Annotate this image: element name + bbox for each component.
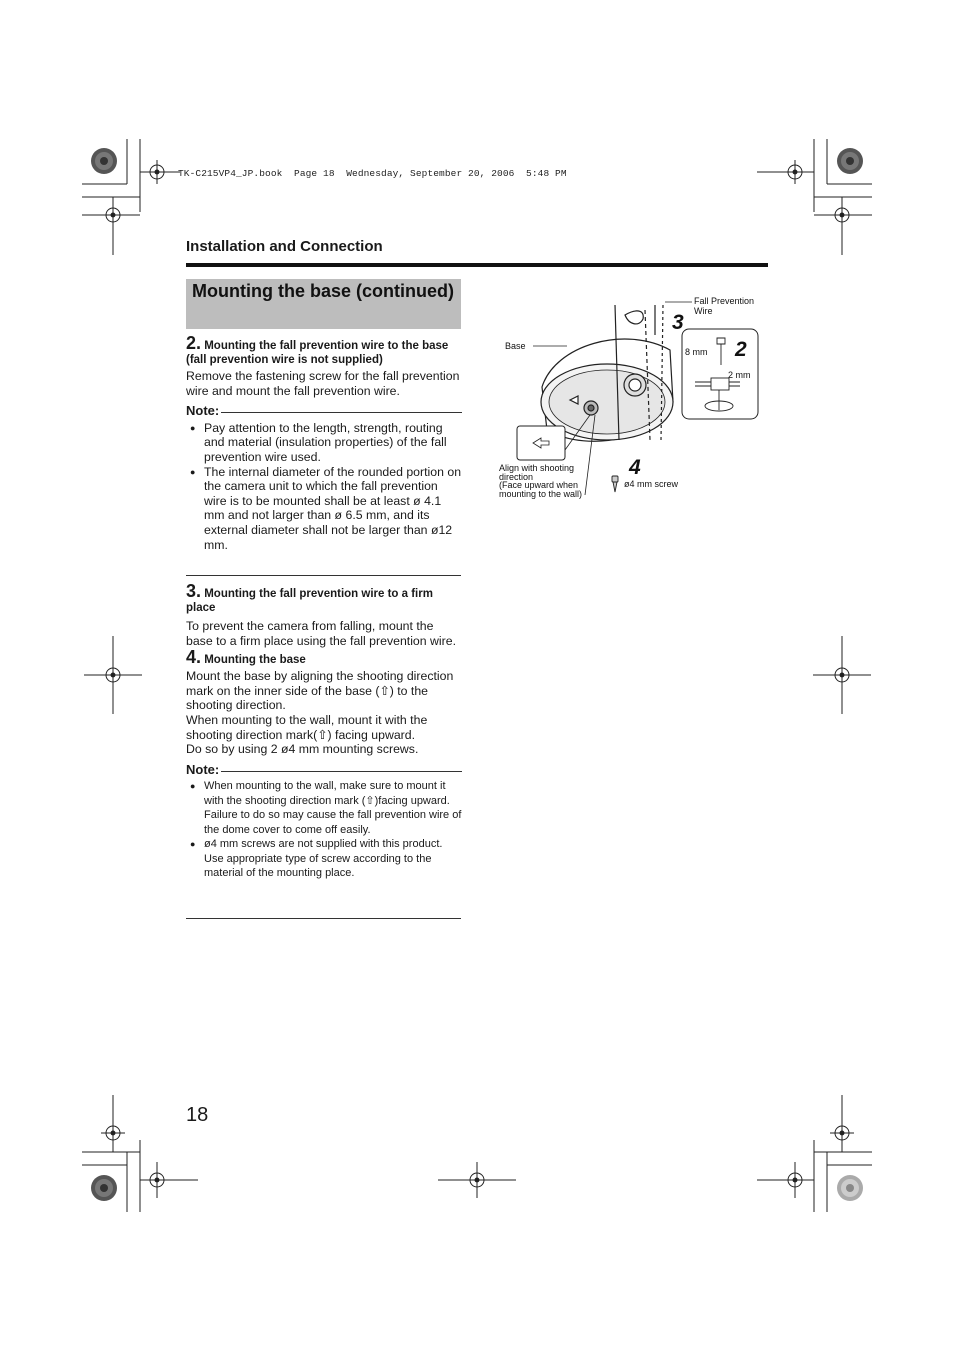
callout-3: 3 (672, 311, 684, 334)
page-number: 18 (186, 1104, 209, 1126)
step-2-heading (186, 333, 462, 367)
page-title-box (186, 279, 461, 329)
step-4-heading (186, 647, 462, 668)
label-align-1: Align with shooting (499, 463, 575, 473)
base-mounting-illustration (495, 290, 770, 505)
label-align-3: (Face upward when (499, 480, 579, 490)
step-2 (186, 333, 462, 552)
step-3 (186, 581, 462, 881)
step-3-number: 3. (186, 581, 202, 601)
step-3-body: To prevent the camera from falling, mount the base to a firm place using the fall prevention wire. (186, 619, 456, 648)
step-2-number: 2. (186, 333, 202, 353)
label-base: Base (505, 341, 526, 351)
step-2-body: Remove the fastening screw for the fall prevention wire and mount the fall prevention wire. (186, 369, 460, 398)
note-label-1: Note: (186, 404, 462, 419)
step-4-heading-text: Mounting the base (204, 654, 306, 667)
print-header: TK-C215VP4_JP.book Page 18 Wednesday, September 20, 2006 5:48 PM (178, 168, 567, 179)
callout-2: 2 (735, 338, 747, 361)
step-4-body-1: Mount the base by aligning the shooting direction mark on the inner side of the base (⇧) to the shooting direction. (186, 669, 454, 713)
step-4-body-2: When mounting to the wall, mount it with the shooting direction mark(⇧) facing upward. (186, 712, 428, 742)
divider-2 (186, 918, 461, 919)
note-2-item-2: ● ø4 mm screws are not supplied with this product. Use appropriate type of screw according to the material of the mounting place. (186, 837, 462, 881)
label-screw: ø4 mm screw (624, 479, 678, 489)
note-1-item-1: ● Pay attention to the length, strength, routing and material (insulation properties) of the fall prevention wire used. (186, 421, 462, 465)
label-fall-wire-1: Fall Prevention (694, 296, 755, 306)
note-label-2: Note: (186, 763, 462, 778)
step-3-heading (186, 581, 462, 615)
section-title: Installation and Connection (186, 238, 383, 255)
label-2mm: 2 mm (728, 370, 751, 380)
divider-1 (186, 575, 461, 576)
step-4-body-3: Do so by using 2 ø4 mm mounting screws. (186, 742, 419, 757)
label-align-4: mounting to the wall) (499, 489, 583, 499)
note-2-item-1: ● When mounting to the wall, make sure to mount it with the shooting direction mark (⇧)facing upward. Failure to do so may cause the fall prevention wire of the dome cover to come off easily. (186, 779, 462, 837)
label-fall-wire-2: Wire (694, 306, 713, 316)
page-title: Mounting the base (continued) (192, 281, 454, 301)
note-list-2 (186, 779, 462, 881)
note-1-item-2: ● The internal diameter of the rounded portion on the camera unit to which the fall prevention wire is to be mounted shall be at least ø 4.1 mm and not larger than ø 6.5 mm, and its external diameter shall not be larger than ø12 mm. (186, 465, 462, 553)
callout-4: 4 (629, 456, 641, 479)
note-list-1 (186, 421, 462, 552)
step-2-heading-text: Mounting the fall prevention wire to the base (fall prevention wire is not supplied) (186, 340, 449, 366)
label-align-2: direction (499, 472, 534, 482)
step-4-number: 4. (186, 647, 202, 668)
header-rule (186, 263, 768, 267)
label-8mm: 8 mm (685, 347, 708, 357)
step-3-heading-text: Mounting the fall prevention wire to a firm place (186, 588, 433, 614)
